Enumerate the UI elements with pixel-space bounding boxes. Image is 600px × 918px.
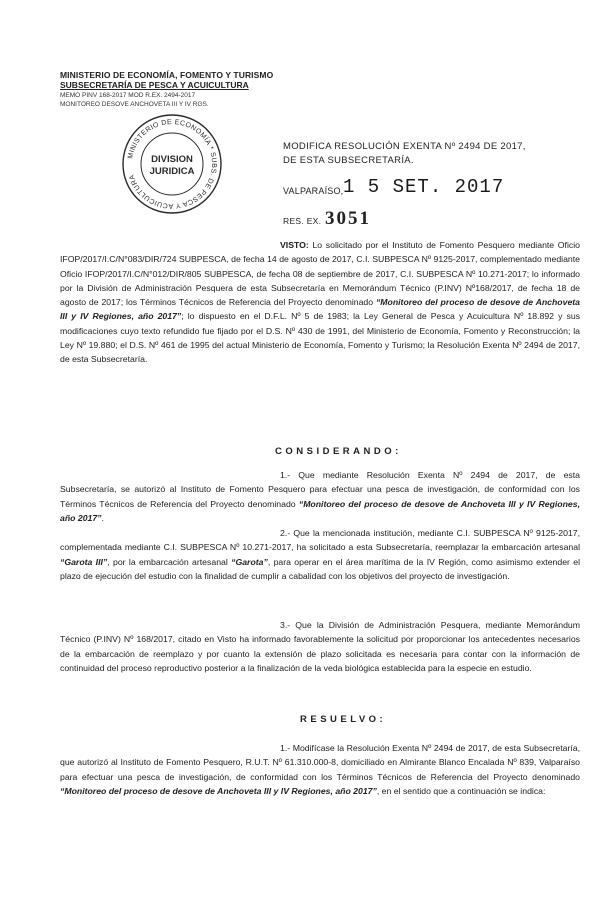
division-juridica-stamp: [120, 112, 224, 216]
considerando-1-project: “Monitoreo del proceso de desove de Anchoveta III y IV Regiones, año 2017”: [60, 498, 580, 523]
subject-line-1: MODIFICA RESOLUCIÓN EXENTA Nº 2494 DE 2017,: [283, 141, 526, 152]
document-subject: [283, 140, 533, 168]
considerando-2-text-b: , por la embarcación artesanal: [107, 556, 232, 567]
res-label: RES. EX.: [283, 216, 322, 226]
resuelvo-heading: RESUELVO:: [300, 714, 387, 725]
considerando-1-text: 1.- Que mediante Resolución Exenta Nº 2494 de 2017, de esta Subsecretaría, se autorizó al Instituto de Fomento Pesquero para efectuar una pesca de investigación, de conformidad con los Términos Técnicos de Referencia del Proyecto denominado: [60, 470, 580, 509]
considerando-1-end: .: [101, 512, 104, 523]
visto-project-name: “Monitoreo del proceso de desove de Anchoveta III y IV Regiones, año 2017”: [60, 297, 580, 322]
boat-name-1: “Garota III”: [60, 556, 108, 567]
subsecretaria-name: SUBSECRETARÍA DE PESCA Y ACUICULTURA: [60, 80, 249, 90]
considerando-paragraph-3: [60, 618, 580, 675]
visto-text: Lo solicitado por el Instituto de Fomento Pesquero mediante Oficio IFOP/2017/I.C/N°083/DIR/724 SUBPESCA, de fecha 14 de agosto de 2017, C.I. SUBPESCA Nº 9125-2017, complementado mediante Oficio IFOP/2017/I.C/N°012/DIR/805 SUBPESCA, de fecha 08 de septiembre de 2017, C.I. SUBPESCA Nº 10.271-2017; lo informado por la División de Administración Pesquera de esta Subsecretaría en Memorándum Técnico (P.INV) Nº168/2017, de fecha 18 de agosto de 2017; los Términos Técnicos de Referencia del Proyecto denominado: [60, 240, 580, 308]
subject-line-2: DE ESTA SUBSECRETARÍA.: [283, 155, 414, 166]
stamp-line-1: DIVISION: [151, 154, 193, 165]
stamp-line-2: JURIDICA: [149, 166, 195, 177]
visto-paragraph: [60, 238, 580, 367]
memo-reference-1: MEMO PINV 168-2017 MOD R.EX. 2494-2017: [60, 92, 196, 99]
boat-name-2: “Garota”: [231, 556, 268, 567]
resuelvo-1-end: , en el sentido que a continuación se indica:: [376, 785, 546, 796]
place-date: [283, 176, 563, 202]
resuelvo-1-project: “Monitoreo del proceso de desove de Anchoveta III y IV Regiones, año 2017”: [60, 785, 377, 796]
considerando-2-text-a: 2.- Que la mencionada institución, mediante C.I. SUBPESCA Nº 9125-2017, complementada mediante C.I. SUBPESCA Nº 10.271-2017, ha solicitado a esta Subsecretaría, reemplazar la embarcación artesanal: [60, 528, 580, 553]
visto-text-2: ; lo dispuesto en el D.F.L. Nº 5 de 1983; la Ley General de Pesca y Acuicultura Nº 18.892 y sus modificaciones cuyo texto refundido fue fijado por el D.S. Nº 430 de 1991, del Ministerio de Economía, Fomento y Reconstrucción; la Ley Nº 19.880; el D.S. Nº 461 de 1995 del actual Ministerio de Economía, Fomento y Turismo; la Resolución Exenta Nº 2494 de 2017, de esta Subsecretaría.: [60, 311, 581, 365]
considerando-paragraph-1: [60, 468, 580, 525]
memo-reference-2: MONITOREO DESOVE ANCHOVETA III Y IV RGS.: [60, 101, 209, 108]
ministry-name: MINISTERIO DE ECONOMÍA, FOMENTO Y TURISMO: [60, 70, 274, 80]
resolution-number: [283, 208, 483, 232]
date-stamp: 1 5 SET. 2017: [343, 176, 505, 198]
considerando-3-text: 3.- Que la División de Administración Pesquera, mediante Memorándum Técnico (P.INV) Nº 168/2017, citado en Visto ha informado favorablemente la solicitud por proporcionar los antecedentes necesarios de la embarcación de reemplazo y por cuanto la extensión de plazo solicitada es necesaria para contar con la información de continuidad del proceso reproductivo posterior a la finalización de la veda biológica establecida para la especie en estudio.: [60, 620, 580, 673]
resuelvo-paragraph-1: [60, 741, 580, 798]
considerando-paragraph-2: [60, 526, 580, 583]
considerando-2-text-c: , para operar en el área marítima de la IV Región, como asimismo extender el plazo de ejecución del estudio con la finalidad de cumplir a cabalidad con los objetivos del proyecto de investigación.: [60, 556, 581, 581]
considerando-heading: CONSIDERANDO:: [275, 446, 402, 457]
visto-label: VISTO:: [280, 240, 309, 250]
res-number-value: 3051: [325, 208, 371, 229]
place-label: VALPARAÍSO,: [283, 186, 344, 196]
resuelvo-1-text: 1.- Modifícase la Resolución Exenta Nº 2494 de 2017, de esta Subsecretaría, que autorizó al Instituto de Fomento Pesquero, R.U.T. Nº 61.310.000-8, domiciliado en Almirante Blanco Encalada Nº 839, Valparaíso para efectuar una pesca de investigación, de conformidad con los Términos Técnicos de Referencia del Proyecto denominado: [60, 743, 580, 782]
letterhead: [60, 70, 290, 109]
stamp-ring-text: MINISTERIO DE ECONOMÍA * SUBS. DE PESCA Y ACUICULTURA: [127, 118, 218, 210]
